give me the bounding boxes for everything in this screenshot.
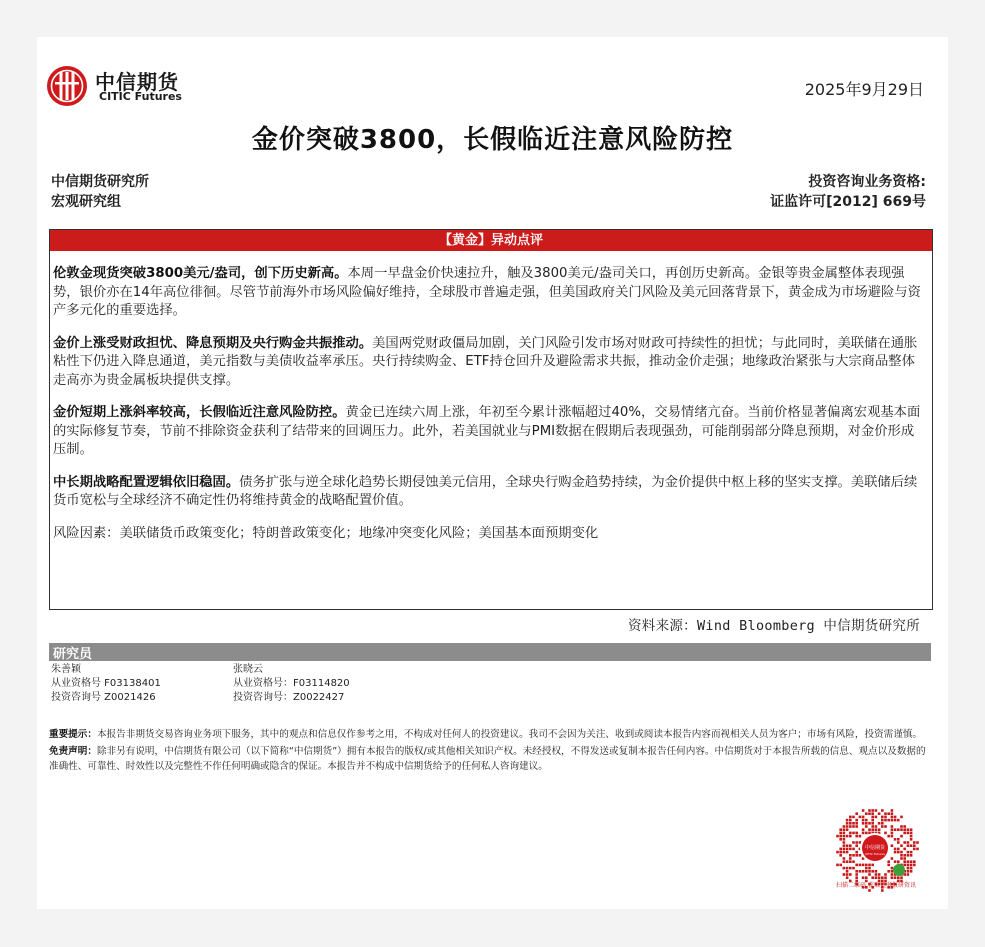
qr-module (843, 851, 846, 854)
qr-module (868, 867, 871, 870)
qr-module (887, 870, 890, 873)
qr-module (891, 835, 894, 838)
qr-module (871, 809, 874, 812)
qr-module (894, 819, 897, 822)
qr-module (907, 851, 910, 854)
qr-module (903, 832, 906, 835)
qr-module (875, 873, 878, 876)
qr-module (846, 825, 849, 828)
qr-module (871, 828, 874, 831)
qr-module (875, 809, 878, 812)
qr-module (900, 854, 903, 857)
qr-module (836, 835, 839, 838)
qr-module (865, 812, 868, 815)
qr-module (891, 870, 894, 873)
qr-module (900, 876, 903, 879)
qr-module (862, 870, 865, 873)
qr-module (868, 809, 871, 812)
qr-module (878, 812, 881, 815)
qr-module (855, 812, 858, 815)
qr-module (859, 854, 862, 857)
qr-module (907, 860, 910, 863)
analyst-1 (51, 663, 161, 705)
qr-module (846, 867, 849, 870)
qr-module (891, 819, 894, 822)
qr-module (878, 873, 881, 876)
qr-module (887, 835, 890, 838)
qr-module (855, 864, 858, 867)
paragraph (53, 404, 925, 460)
qr-module (839, 838, 842, 841)
qr-module (907, 867, 910, 870)
qr-module (894, 848, 897, 851)
qr-module (843, 844, 846, 847)
qr-module (846, 835, 849, 838)
qr-module (846, 860, 849, 863)
org-group: 宏观研究组 (51, 194, 121, 210)
qr-module (855, 822, 858, 825)
qr-module (839, 854, 842, 857)
qr-module (852, 860, 855, 863)
qr-module (881, 889, 884, 892)
qr-module (843, 832, 846, 835)
qr-module (897, 860, 900, 863)
qr-module (897, 841, 900, 844)
qr-module (903, 841, 906, 844)
qr-module (865, 876, 868, 879)
qr-module (894, 860, 897, 863)
important-text: 本报告非期货交易咨询业务项下服务，其中的观点和信息仅作参考之用，不构成对任何人的投资建议。我司不会因为关注、收到或阅读本报告内容而视相关人员为客户；市场有风险，投资需谨慎。 (96, 729, 923, 740)
paragraph-lead: 金价上涨受财政担忧、降息预期及央行购金共振推动。 (53, 335, 373, 351)
citic-futures-logo (46, 65, 216, 109)
qr-module (839, 851, 842, 854)
paragraph-text: 债务扩张与逆全球化趋势长期侵蚀美元信用，全球央行购金趋势持续，为金价提供中枢上移的坚实支撑。美联储后续货币宽松与全球经济不确定性仍将维持黄金的战略配置价值。 (53, 474, 918, 508)
qr-module (884, 819, 887, 822)
analyst-2 (233, 663, 350, 705)
qr-module (878, 822, 881, 825)
analyst-name: 张晓云 (233, 664, 263, 675)
qr-module (855, 870, 858, 873)
qr-module (843, 873, 846, 876)
qr-module (881, 819, 884, 822)
qr-module (875, 870, 878, 873)
qr-module (913, 848, 916, 851)
logo-cn-text: 中信期货 (95, 70, 179, 94)
qr-module (884, 873, 887, 876)
qr-module (871, 819, 874, 822)
qr-module (907, 854, 910, 857)
qualification (770, 172, 926, 212)
paragraph-lead: 中长期战略配置逻辑依旧稳固。 (53, 474, 240, 490)
paragraph (53, 265, 925, 321)
qr-module (846, 819, 849, 822)
qr-module (887, 864, 890, 867)
qr-module (862, 876, 865, 879)
qr-module (849, 857, 852, 860)
qr-module (865, 864, 868, 867)
qr-module (868, 812, 871, 815)
qr-module (849, 832, 852, 835)
qr-module (855, 873, 858, 876)
qr-module (881, 822, 884, 825)
qr-module (897, 851, 900, 854)
qr-module (910, 828, 913, 831)
qr-module (839, 832, 842, 835)
qr-module (884, 816, 887, 819)
qr-module (871, 870, 874, 873)
qr-module (849, 819, 852, 822)
org-name: 中信期货研究所 (51, 174, 149, 190)
qr-module (903, 857, 906, 860)
qr-module (865, 832, 868, 835)
qr-module (887, 860, 890, 863)
qr-module (862, 822, 865, 825)
qr-module (859, 870, 862, 873)
qr-module (852, 822, 855, 825)
important-label: 重要提示： (49, 729, 97, 740)
qr-module (855, 819, 858, 822)
paragraph-text: 黄金已连续六周上涨，年初至今累计涨幅超过40%，交易情绪亢奋。当前价格显著偏离宏观基本面的实际修复节奏，节前不排除资金获利了结带来的回调压力。此外，若美国就业与PMI数据在假期后表现强劲，可能削弱部分降息预期，对金价形成压制。 (53, 405, 921, 457)
qr-module (884, 876, 887, 879)
qr-module (836, 864, 839, 867)
qr-module (865, 822, 868, 825)
qr-module (913, 844, 916, 847)
citic-logo-icon (46, 65, 90, 109)
qr-module (894, 838, 897, 841)
qr-module (910, 835, 913, 838)
qr-module (900, 851, 903, 854)
qr-module (875, 825, 878, 828)
qr-module (846, 822, 849, 825)
qr-module (910, 864, 913, 867)
commentary-heading: 【黄金】异动点评 (50, 230, 932, 251)
qr-module (907, 841, 910, 844)
qr-module (839, 835, 842, 838)
qr-module (910, 851, 913, 854)
disclaimer-text: 除非另有说明，中信期货有限公司（以下简称“中信期货”）拥有本报告的版权/或其他相关知识产权。未经授权，不得发送或复制本报告任何内容。中信期货对于本报告所载的信息、观点以及数据的准确性、可靠性、时效性以及完整性不作任何明确或隐含的保证。本报告并不构成中信期货给予的任何私人咨询建议。 (49, 746, 926, 772)
qr-module (868, 873, 871, 876)
qr-module (839, 864, 842, 867)
qr-module (881, 825, 884, 828)
qr-module (862, 816, 865, 819)
qr-module (849, 822, 852, 825)
qr-module (887, 812, 890, 815)
commentary-body (50, 251, 932, 543)
qr-module (849, 835, 852, 838)
qr-module (843, 838, 846, 841)
qr-code-icon[interactable] (831, 804, 919, 892)
qr-module (907, 832, 910, 835)
qr-module (852, 867, 855, 870)
qr-module (891, 809, 894, 812)
qr-module (881, 816, 884, 819)
qr-module (871, 876, 874, 879)
qr-module (871, 825, 874, 828)
important-notice (49, 727, 931, 742)
qr-module (852, 825, 855, 828)
qr-module (855, 825, 858, 828)
qr-module (907, 828, 910, 831)
paragraph-text: 本周一早盘金价快速拉升，触及3800美元/盎司关口，再创历史新高。金银等贵金属整体表现强势，银价亦在14年高位徘徊。尽管节前海外市场风险偏好维持，全球股市普遍走强，但美国政府关门风险及美元回落背景下，黄金成为市场避险与资产多元化的重要选择。 (53, 266, 921, 318)
qr-module (862, 828, 865, 831)
qr-module (862, 809, 865, 812)
qr-module (839, 828, 842, 831)
qr-module (852, 832, 855, 835)
qr-module (913, 860, 916, 863)
qr-module (891, 873, 894, 876)
qr-module (855, 854, 858, 857)
qr-module (868, 822, 871, 825)
qr-module (891, 857, 894, 860)
risk-factors: 风险因素：美联储货币政策变化；特朗普政策变化；地缘冲突变化风险；美国基本面预期变化 (53, 525, 599, 541)
qr-module (891, 832, 894, 835)
qr-module (884, 832, 887, 835)
qualification-label: 投资咨询业务资格: (808, 174, 926, 190)
disclaimer (49, 744, 931, 774)
qr-module (897, 819, 900, 822)
qr-module (849, 825, 852, 828)
researcher-heading: 研究员 (53, 647, 93, 662)
analyst-cert: 从业资格号 F03138401 (51, 678, 161, 689)
qr-module (865, 825, 868, 828)
notes (49, 727, 931, 776)
qr-module (849, 816, 852, 819)
qr-module (913, 841, 916, 844)
qr-module (900, 816, 903, 819)
commentary-box (49, 229, 933, 610)
research-org (51, 172, 149, 212)
qr-module (907, 870, 910, 873)
qr-module (862, 864, 865, 867)
qr-module (903, 854, 906, 857)
paragraph-lead: 金价短期上涨斜率较高，长假临近注意风险防控。 (53, 405, 346, 420)
qr-module (855, 841, 858, 844)
qr-module (846, 844, 849, 847)
qr-module (910, 844, 913, 847)
qr-module (849, 873, 852, 876)
qr-module (871, 812, 874, 815)
qr-module (891, 828, 894, 831)
qr-module (843, 857, 846, 860)
qr-module (910, 860, 913, 863)
wechat-icon (893, 864, 905, 876)
qr-module (875, 828, 878, 831)
qr-module (843, 848, 846, 851)
qr-module (900, 844, 903, 847)
qr-module (868, 828, 871, 831)
qr-module (894, 851, 897, 854)
researcher-bar (49, 643, 931, 661)
report-date: 2025年9月29日 (804, 80, 924, 99)
qr-module (903, 825, 906, 828)
qr-module (891, 812, 894, 815)
qr-module (865, 867, 868, 870)
qr-module (910, 867, 913, 870)
qr-module (916, 848, 919, 851)
qr-module (900, 825, 903, 828)
qr-module (865, 870, 868, 873)
qr-module (846, 851, 849, 854)
qr-module (907, 864, 910, 867)
qr-module (891, 844, 894, 847)
qr-module (871, 816, 874, 819)
paragraph (53, 335, 925, 391)
qr-caption: 扫描二维码 获取更多报研资讯 (836, 882, 916, 889)
qr-module (878, 876, 881, 879)
analyst-cert: 从业资格号：F03114820 (233, 678, 350, 689)
paragraph-lead: 伦敦金现货突破3800美元/盎司，创下历史新高。 (53, 266, 348, 281)
qr-module (868, 889, 871, 892)
analyst-name: 朱善颖 (51, 664, 81, 675)
qr-module (843, 860, 846, 863)
qr-module (862, 832, 865, 835)
qr-module (859, 816, 862, 819)
qr-module (846, 876, 849, 879)
qr-module (865, 819, 868, 822)
license-number: 证监许可[2012] 669号 (770, 194, 926, 210)
paragraph (53, 474, 925, 511)
qr-module (849, 860, 852, 863)
qr-module (846, 848, 849, 851)
qr-module (849, 854, 852, 857)
paragraph-text: 美国两党财政僵局加剧，关门风险引发市场对财政可持续性的担忧；与此同时，美联储在通胀粘性下仍进入降息通道，美元指数与美债收益率承压。央行持续购金、ETF持仓回升及避险需求共振，推动金价走强；地缘政治紧张与大宗商品整体走高亦为贵金属板块提供支撑。 (53, 335, 918, 388)
qr-module (855, 835, 858, 838)
qr-module (894, 828, 897, 831)
qr-module (855, 851, 858, 854)
qr-module (868, 864, 871, 867)
qr-module (852, 816, 855, 819)
analyst-consult: 投资咨询号：Z0022427 (233, 692, 345, 703)
qr-module (903, 828, 906, 831)
qr-module (875, 876, 878, 879)
qr-module (859, 835, 862, 838)
qr-module (913, 864, 916, 867)
qr-module (897, 838, 900, 841)
qr-module (868, 870, 871, 873)
qr-module (849, 867, 852, 870)
qr-module (881, 876, 884, 879)
qr-module (897, 848, 900, 851)
qr-module (836, 851, 839, 854)
qr-module (916, 841, 919, 844)
qr-module (846, 873, 849, 876)
qr-module (843, 828, 846, 831)
qr-module (891, 825, 894, 828)
qr-module (897, 828, 900, 831)
qr-module (884, 825, 887, 828)
qr-module (855, 844, 858, 847)
qr-module (903, 864, 906, 867)
qr-module (894, 876, 897, 879)
qr-module (852, 854, 855, 857)
qr-module (871, 822, 874, 825)
qr-module (849, 844, 852, 847)
analyst-consult: 投资咨询号 Z0021426 (51, 692, 156, 703)
qr-module (846, 870, 849, 873)
logo-en-text: CITIC Futures (99, 90, 182, 103)
qr-module (910, 832, 913, 835)
qr-module (871, 864, 874, 867)
report-title: 金价突破3800，长假临近注意风险防控 (251, 125, 734, 155)
qr-module (897, 876, 900, 879)
data-source: 资料来源：Wind Bloomberg 中信期货研究所 (627, 618, 920, 634)
qr-module (891, 876, 894, 879)
qr-module (839, 848, 842, 851)
qr-module (907, 844, 910, 847)
qr-module (846, 828, 849, 831)
qr-center-label: 中信期货 (864, 845, 886, 851)
qr-module (910, 870, 913, 873)
qr-module (875, 816, 878, 819)
qr-module (903, 860, 906, 863)
qr-module (843, 841, 846, 844)
qr-module (855, 832, 858, 835)
qr-module (855, 876, 858, 879)
qr-module (910, 854, 913, 857)
qr-module (891, 816, 894, 819)
report-page (37, 37, 948, 909)
qr-module (852, 841, 855, 844)
qr-module (884, 812, 887, 815)
qr-module (900, 828, 903, 831)
qr-module (887, 819, 890, 822)
qr-module (843, 867, 846, 870)
qr-module (843, 835, 846, 838)
qr-center-sub: CITIC Futures (865, 852, 885, 856)
qr-module (900, 835, 903, 838)
qr-module (894, 816, 897, 819)
qr-module (881, 809, 884, 812)
qr-module (907, 873, 910, 876)
qr-module (900, 857, 903, 860)
qr-module (903, 848, 906, 851)
qr-module (852, 848, 855, 851)
qr-module (910, 838, 913, 841)
qr-module (878, 828, 881, 831)
qr-module (849, 848, 852, 851)
disclaimer-label: 免责声明： (49, 746, 97, 757)
qr-module (843, 825, 846, 828)
qr-module (859, 864, 862, 867)
qr-module (891, 867, 894, 870)
qr-module (862, 819, 865, 822)
